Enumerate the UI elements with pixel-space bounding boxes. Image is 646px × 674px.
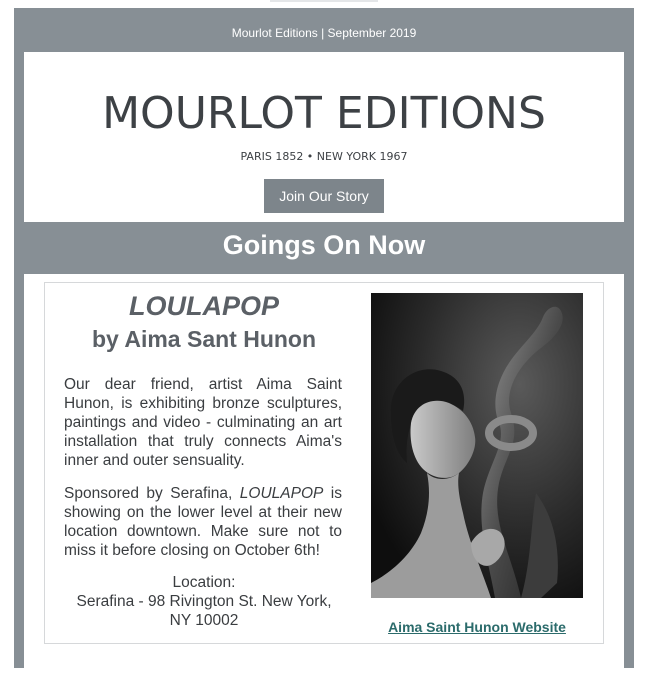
event-card: [44, 282, 604, 644]
location-address-line2: NY 10002: [169, 612, 239, 629]
artist-photo: [371, 293, 583, 598]
sponsor-text-end: is showing on the lower level at their new location downtown. Make sure not to miss it before closing on October 6th!: [64, 485, 342, 559]
preheader-text: Mourlot Editions | September 2019: [231, 26, 417, 40]
sponsor-text-start: Sponsored by Serafina,: [64, 485, 240, 502]
top-divider: [270, 0, 378, 2]
brand-tagline: PARIS 1852 • NEW YORK 1967: [240, 150, 408, 163]
sponsor-text-title: LOULAPOP: [239, 485, 324, 502]
brand-title: MOURLOT EDITIONS: [102, 88, 546, 139]
join-our-story-button[interactable]: Join Our Story: [264, 179, 384, 213]
event-description: Our dear friend, artist Aima Saint Hunon, is exhibiting bronze sculptures, paintings and video - culminating an art installation that truly connects Aima's inner and outer sensuality.: [64, 376, 342, 469]
section-heading: Goings On Now: [222, 230, 426, 260]
location-address-line1: Serafina - 98 Rivington St. New York,: [76, 593, 332, 610]
event-byline: by Aima Sant Hunon: [91, 326, 317, 352]
artist-website-link[interactable]: Aima Saint Hunon Website: [388, 619, 566, 635]
event-location: [45, 573, 363, 630]
content-panel: [24, 274, 624, 674]
location-label: Location:: [172, 574, 236, 591]
header-panel: [24, 52, 624, 222]
event-sponsor-text: [64, 484, 342, 560]
event-title: LOULAPOP: [128, 291, 279, 321]
email-frame: [14, 8, 634, 668]
artist-photo-illustration: [371, 293, 583, 598]
